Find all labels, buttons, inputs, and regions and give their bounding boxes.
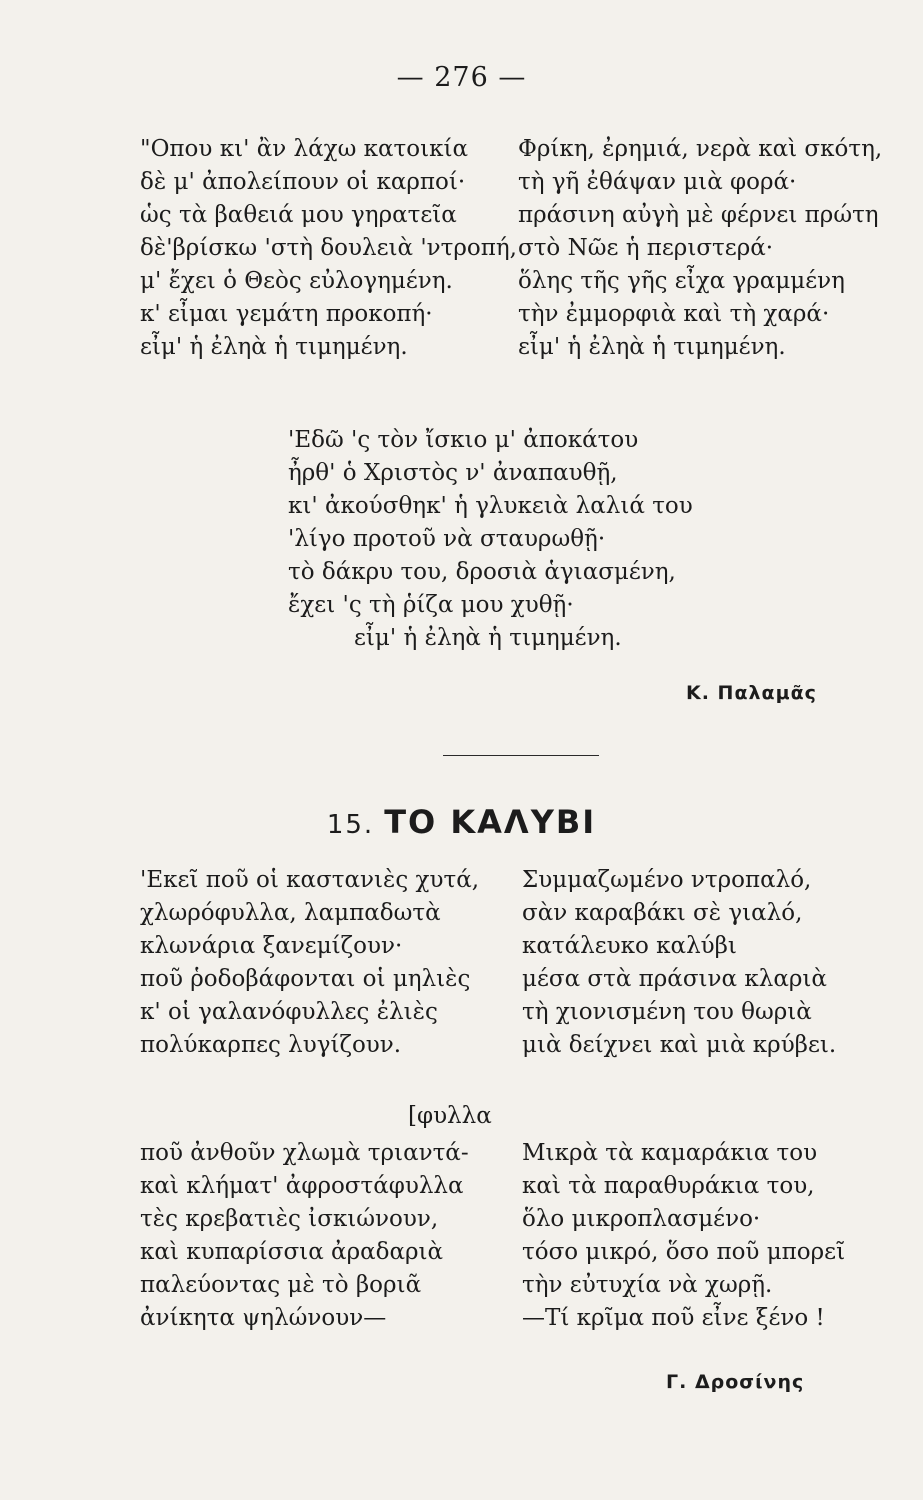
verse-line: 'Εκεῖ ποῦ οἱ καστανιὲς χυτά, bbox=[140, 867, 480, 893]
poem2-title: ΤΟ ΚΑΛΥΒΙ bbox=[384, 803, 597, 841]
poem1-author: Κ. Παλαμᾶς bbox=[686, 682, 817, 704]
verse-line: καὶ τὰ παραθυράκια του, bbox=[522, 1173, 815, 1199]
poem1-right-stanza bbox=[518, 133, 882, 364]
verse-line: κ' οἱ γαλανόφυλλες ἐλιὲς bbox=[140, 999, 438, 1025]
verse-line: 'λίγο προτοῦ νὰ σταυρωθῇ· bbox=[288, 526, 606, 552]
verse-line: κι' ἀκούσθηκ' ἡ γλυκειὰ λαλιά του bbox=[288, 493, 693, 519]
verse-line: τὸ δάκρυ του, δροσιὰ ἁγιασμένη, bbox=[288, 559, 676, 585]
verse-line: τὲς κρεβατιὲς ἰσκιώνουν, bbox=[140, 1206, 439, 1232]
verse-line: "Οπου κι' ἂν λάχω κατοικία bbox=[140, 136, 469, 162]
poem2-author: Γ. Δροσίνης bbox=[666, 1371, 805, 1393]
verse-line: μιὰ δείχνει καὶ μιὰ κρύβει. bbox=[522, 1032, 837, 1058]
poem2-left-stanza-1 bbox=[140, 864, 479, 1062]
page-number: — 276 — bbox=[396, 62, 527, 93]
verse-line: Φρίκη, ἐρημιά, νερὰ καὶ σκότη, bbox=[518, 136, 883, 162]
verse-line: ὅλο μικροπλασμένο· bbox=[522, 1206, 761, 1232]
verse-line: Μικρὰ τὰ καμαράκια του bbox=[522, 1140, 818, 1166]
verse-line: ὅλης τῆς γῆς εἶχα γραμμένη bbox=[518, 268, 845, 294]
verse-line: εἶμ' ἡ ἐληὰ ἡ τιμημένη. bbox=[354, 625, 622, 651]
verse-line: καὶ κλήματ' ἀφροστάφυλλα bbox=[140, 1173, 464, 1199]
verse-line: κλωνάρια ξανεμίζουν· bbox=[140, 933, 403, 959]
verse-line: ἦρθ' ὁ Χριστὸς ν' ἀναπαυθῇ, bbox=[288, 460, 618, 486]
verse-line: δὲ μ' ἀπολείπουν οἱ καρποί· bbox=[140, 169, 466, 195]
verse-line: τόσο μικρό, ὅσο ποῦ μπορεῖ bbox=[522, 1239, 846, 1265]
poem2-right-stanza-2 bbox=[522, 1137, 845, 1335]
poem1-center-stanza bbox=[288, 424, 693, 655]
verse-line: μέσα στὰ πράσινα κλαριὰ bbox=[522, 966, 827, 992]
verse-line: μ' ἔχει ὁ Θεὸς εὐλογημένη. bbox=[140, 268, 453, 294]
poem1-left-stanza bbox=[140, 133, 517, 364]
poem2-heading bbox=[0, 803, 923, 841]
verse-line: τὴν εὐτυχία νὰ χωρῇ. bbox=[522, 1272, 773, 1298]
verse-line: Συμμαζωμένο ντροπαλό, bbox=[522, 867, 812, 893]
poem2-number: 15. bbox=[326, 810, 375, 840]
verse-line: —Τί κρῖμα ποῦ εἶνε ξένο ! bbox=[522, 1305, 825, 1331]
verse-line: εἶμ' ἡ ἐληὰ ἡ τιμημένη. bbox=[140, 334, 408, 360]
verse-line: δὲ'βρίσκω 'στὴ δουλειὰ 'ντροπή, bbox=[140, 235, 517, 261]
section-divider bbox=[443, 755, 599, 756]
verse-line: κ' εἶμαι γεμάτη προκοπή· bbox=[140, 301, 433, 327]
verse-line: 'Εδῶ 'ς τὸν ἴσκιο μ' ἀποκάτου bbox=[288, 427, 639, 453]
verse-line: ἀνίκητα ψηλώνουν— bbox=[140, 1305, 387, 1331]
poem2-right-stanza-1 bbox=[522, 864, 836, 1062]
verse-line: ποῦ ἀνθοῦν χλωμὰ τριαντά- bbox=[140, 1140, 469, 1166]
verse-line: καὶ κυπαρίσσια ἀραδαριὰ bbox=[140, 1239, 444, 1265]
verse-line: πράσινη αὐγὴ μὲ φέρνει πρώτη bbox=[518, 202, 879, 228]
verse-line: πολύκαρπες λυγίζουν. bbox=[140, 1032, 402, 1058]
verse-line: ἔχει 'ς τὴ ῥίζα μου χυθῇ· bbox=[288, 592, 574, 618]
verse-line: ποῦ ῥοδοβάφονται οἱ μηλιὲς bbox=[140, 966, 471, 992]
verse-line: στὸ Νῶε ἡ περιστερά· bbox=[518, 235, 774, 261]
verse-line: εἶμ' ἡ ἐληὰ ἡ τιμημένη. bbox=[518, 334, 786, 360]
verse-line: ὡς τὰ βαθειά μου γηρατεῖα bbox=[140, 202, 457, 228]
verse-line: παλεύοντας μὲ τὸ βοριᾶ bbox=[140, 1272, 422, 1298]
poem2-left-stanza-2 bbox=[140, 1137, 469, 1335]
verse-line: τὴ γῆ ἐθάψαν μιὰ φορά· bbox=[518, 169, 797, 195]
verse-line: χλωρόφυλλα, λαμπαδωτὰ bbox=[140, 900, 441, 926]
turned-over-word: [φυλλα bbox=[408, 1103, 492, 1129]
verse-line: κατάλευκο καλύβι bbox=[522, 933, 737, 959]
verse-line: τὴν ἐμμορφιὰ καὶ τὴ χαρά· bbox=[518, 301, 830, 327]
verse-line: σὰν καραβάκι σὲ γιαλό, bbox=[522, 900, 803, 926]
verse-line: τὴ χιονισμένη του θωριὰ bbox=[522, 999, 812, 1025]
